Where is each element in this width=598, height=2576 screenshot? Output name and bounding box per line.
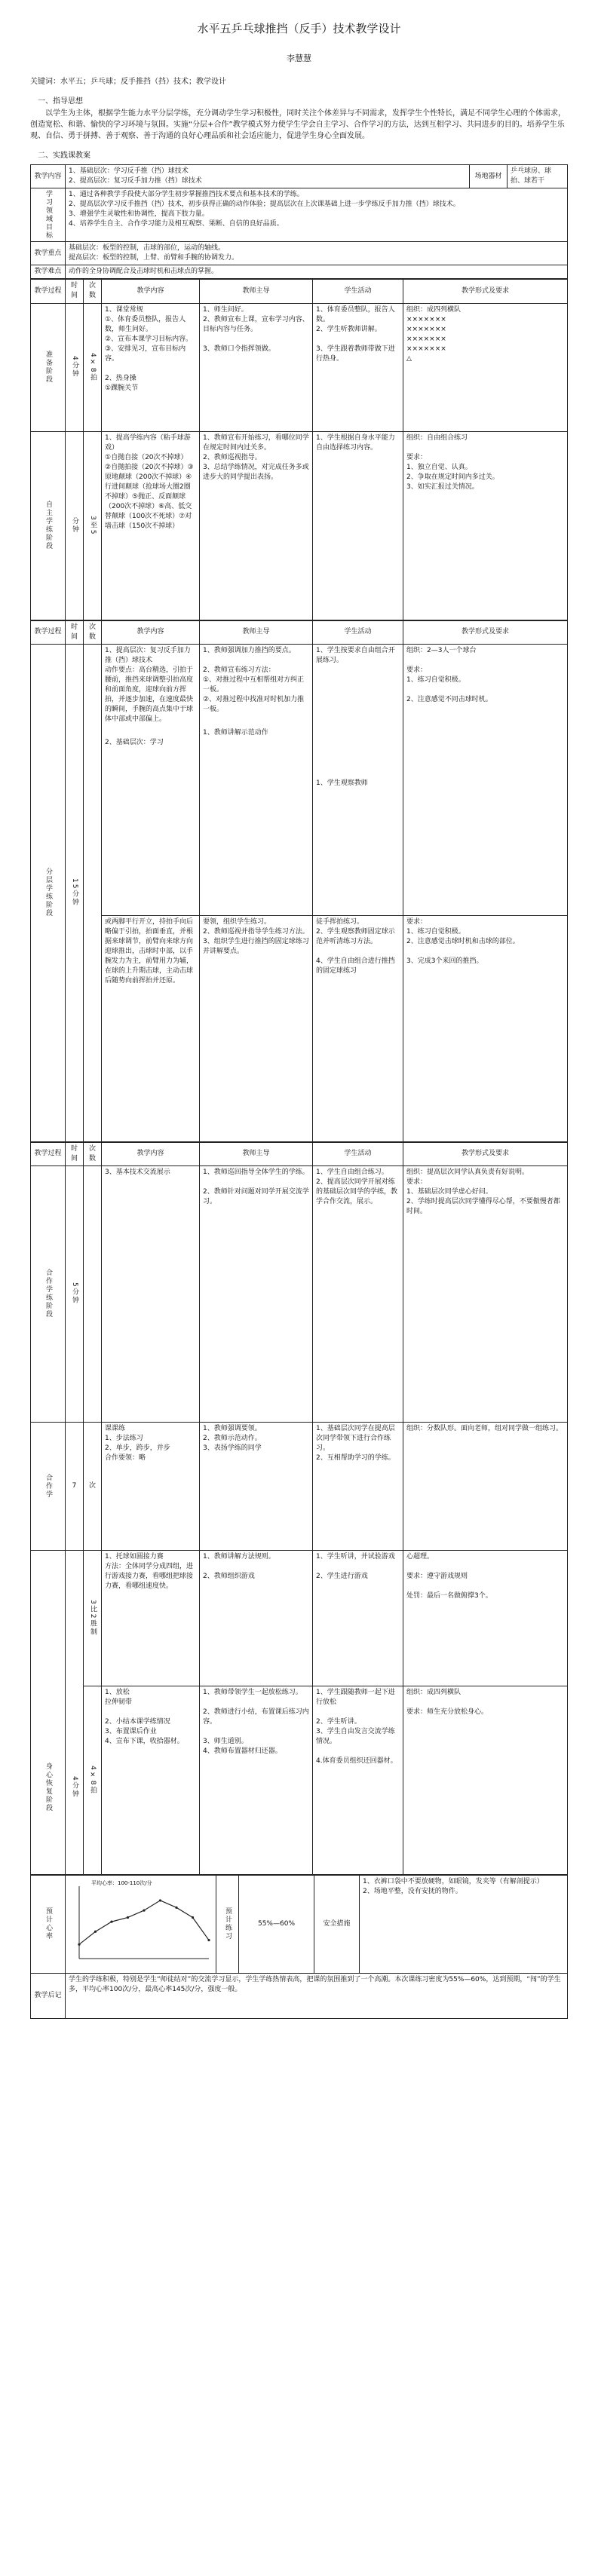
part4-times	[84, 1165, 102, 1422]
part2-name: 自主学练阶段	[31, 431, 66, 620]
part3-time: 15分钟	[66, 644, 84, 1141]
info-table	[30, 164, 568, 279]
heart-rate-point	[207, 1939, 210, 1941]
part1-student: 1、体育委员整队，报告人数。 2、学生听教师讲解。 3、学生跟着教师带做下进行热身。	[313, 303, 403, 431]
keywords: 关键词：水平五；乒乓球；反手推挡（挡）技术；教学设计	[30, 77, 226, 86]
part6-times-a: 3比2胜制	[84, 1550, 102, 1686]
part2-time: 分钟	[66, 431, 84, 620]
part1-times: 4×8拍	[84, 303, 102, 431]
chart-title: 平均心率：100-110次/分	[91, 1879, 152, 1886]
part4-time: 5分钟	[66, 1165, 84, 1422]
header-student-3: 学生活动	[313, 1142, 403, 1165]
part4-name: 合作学练阶段	[31, 1165, 66, 1422]
heart-rate-chart	[69, 1877, 212, 1968]
part3-content-b: 或两脚平行开立，持拍手向后略偏于引拍，拍面垂直，并根据来球调节，前臂向来球方向迎球推出，击球时中部，以手腕发力为主，前臂用力为辅，在球的上升期击球，主动击球后随势向前挥拍并还原。	[102, 915, 200, 1141]
hr-label: 预计心率	[31, 1875, 66, 1973]
header-time-3: 时间	[66, 1142, 84, 1165]
part6-student-a: 1、学生听讲，并试验游戏 2、学生进行游戏	[313, 1550, 403, 1686]
part5-student: 1、基础层次同学在提高层次同学带领下进行合作练习。 2、互相帮助学习的学练。	[313, 1422, 403, 1550]
process-table-3	[30, 1142, 568, 1875]
part6-teacher-a: 1、教师讲解方法规则。 2、教师组织游戏	[200, 1550, 313, 1686]
venue-text: 乒乓球房、球拍、球若干	[508, 165, 568, 188]
header-content: 教学内容	[102, 280, 200, 303]
header-content-3: 教学内容	[102, 1142, 200, 1165]
author: 李慧慧	[287, 53, 311, 63]
part5-teacher: 1、教师强调要领。 2、教师示范动作。 3、表扬学练的同学	[200, 1422, 313, 1550]
heart-rate-line	[79, 1901, 209, 1944]
process-table-2	[30, 620, 568, 1142]
part5-time: 7	[66, 1422, 84, 1550]
part1-teacher: 1、师生问好。 2、教师宣布上课，宣布学习内容、目标内容与任务。 3、教师口令指挥领做。	[200, 303, 313, 431]
part6-name: 身心恢复阶段	[31, 1550, 66, 1874]
part3-times	[84, 644, 102, 1141]
part6-student-b: 1、学生跟随教师一起下进行放松 2、学生听讲。 3、学生自由发言交流学练情况。 4.体育委员组织还回器材。	[313, 1686, 403, 1874]
heart-rate-point	[78, 1943, 80, 1945]
header-times: 次数	[84, 280, 102, 303]
header-times-3: 次数	[84, 1142, 102, 1165]
part2-teacher: 1、教师宣布开始练习，看哪位同学在规定时间内过关多。 2、教师巡视指导。 3、总结学练情况，对完成任务多或进步大的同学提出表扬。	[200, 431, 313, 620]
safety-text: 1、衣裤口袋中不要放硬物，如眼镜，发夹等（有解剖提示） 2、场地平整，没有安抚的物件。	[360, 1875, 568, 1973]
header-content-2: 教学内容	[102, 620, 200, 644]
hr-chart-cell	[66, 1875, 216, 1973]
part3-name: 分层学练阶段	[31, 644, 66, 1141]
part1-time: 4分钟	[66, 303, 84, 431]
header-form-2: 教学形式及要求	[403, 620, 568, 644]
part3-teacher-a: 1、教师强调加力推挡的要点。 2、教师宣布练习方法： ①、对推过程中互相帮组对方纠正一板。 ②、对推过程中找准对时机加力推一板。 1、教师讲解示范动作	[200, 644, 313, 915]
part3-content-a: 1、提高层次：复习反手加力推（挡）球技术 动作要点：高台精选，引拍于腰前，推挡来球调整引拍高度和前面角度，迎球向前方挥拍，并逐步加速，在速度最快的瞬间，手腕的高点集中于球体中部或中部偏上。 2、基础层次：学习	[102, 644, 200, 915]
heart-rate-point	[127, 1916, 129, 1919]
part6-time: 4分钟	[66, 1550, 84, 1874]
header-teacher: 教师主导	[200, 280, 313, 303]
header-time: 时间	[66, 280, 84, 303]
part4-teacher: 1、教师巡回指导全体学生的学练。 2、教师针对问题对同学开展交流学习。	[200, 1165, 313, 1422]
header-form-3: 教学形式及要求	[403, 1142, 568, 1165]
header-proc-2: 教学过程	[31, 620, 66, 644]
header-teacher-3: 教师主导	[200, 1142, 313, 1165]
goal-label: 学习领域目标	[31, 188, 66, 242]
part3-student-b: 徒手挥拍练习。 2、学生观察教师固定球示范并听清练习方法。 4、学生自由组合进行推挡的固定球练习	[313, 915, 403, 1141]
doc-title: 水平五乒乓球推挡（反手）技术教学设计	[197, 22, 401, 35]
header-proc: 教学过程	[31, 280, 66, 303]
part6-times-b: 4×8拍	[84, 1686, 102, 1874]
header-time-2: 时间	[66, 620, 84, 644]
header-form: 教学形式及要求	[403, 280, 568, 303]
part1-content: 1、课堂常规 ①、体育委员整队，报告人数，师生问好。 ②、宣布本课学习目标内容。 ③、安排见习，宣布目标内容。 2、热身操 ①踝腕关节	[102, 303, 200, 431]
part4-content: 3、基本技术交流展示	[102, 1165, 200, 1422]
part2-content: 1、提高学练内容（粘手球游戏） ①自抛自接（20次不掉球） ②自抛拍接（20次不掉球）③原地颠球（200次不掉球）④行进间颠球（抢球场大圈2圈不掉球）⑤抛正、反面颠球（200次不掉球）⑥高、低交替颠球（100次不死球）⑦对墙击球（150次不掉球）	[102, 431, 200, 620]
part6-teacher-b: 1、教师带领学生一起放松练习。 2、教师进行小结，布置课后练习内容。 3、师生道别。 4、教师布置器材归还器。	[200, 1686, 313, 1874]
postscript-label: 教学后记	[31, 1973, 66, 2018]
part2-times: 3至5	[84, 431, 102, 620]
safety-label: 安全措施	[314, 1875, 360, 1973]
part5-form: 组织：分数队形。面向老师，组对同学做一组练习。	[403, 1422, 568, 1550]
part2-form: 组织：自由组合练习 要求： 1、独立自觉、认真。 2、争取在规定时间内多过关。 3、如实汇报过关情况。	[403, 431, 568, 620]
postscript-text: 学生的学练积极，特别是学生“师徒结对”的交流学习显示，学生学练热情表高，把课的氛围推到了一个高潮。本次课练习密度为55%—60%，达到预期，“闯”的学生多，平均心率100次/分，最高心率145次/分，强度一般。	[66, 1973, 568, 2018]
part6-form-b: 组织：成四列横队 要求：师生充分放松身心。	[403, 1686, 568, 1874]
section-heading-1: 一、指导思想	[38, 97, 83, 106]
heart-rate-point	[175, 1906, 177, 1908]
header-times-2: 次数	[84, 620, 102, 644]
part5-times: 次	[84, 1422, 102, 1550]
part6-form-a: 心超理。 要求：遵守游戏规则 处罚：最后一名做俯撑3个。	[403, 1550, 568, 1686]
part6-content-a: 1、托球如圆接力赛 方法：全体同学分成四组，进行游戏接力赛，看哪组把球接力赛，看哪组速度快。	[102, 1550, 200, 1686]
header-student: 学生活动	[313, 280, 403, 303]
heart-rate-point	[110, 1920, 112, 1922]
process-table-1	[30, 279, 568, 620]
heart-rate-point	[94, 1930, 97, 1932]
part5-content: 课课练 1、步法练习 2、单步，跨步，并步 合作要领：略	[102, 1422, 200, 1550]
part3-form-b: 要求： 1、练习自觉积极。 2、注意感觉击球时机和击球的部位。 3、完成3个来回的推挡。	[403, 915, 568, 1141]
part5-name: 合作学	[31, 1422, 66, 1550]
difficulty-label: 教学难点	[31, 265, 66, 279]
header-teacher-2: 教师主导	[200, 620, 313, 644]
difficulty-text: 动作的全身协调配合及击球时机和击球点的掌握。	[66, 265, 568, 279]
goal-text: 1、通过各种教学手段使大部分学生初步掌握推挡技术要点和基本技术的学练。 2、提高层次学习反手推挡（挡）技术，初步获得正确的动作体验；提高层次在上次课基础上进一步学练反手加力推（挡）球技术。 3、增强学生灵敏性和协调性，提高下肢力量。 4、培养学生自主、合作学习能力及相互观察、果断、自信的良好品质。	[66, 188, 568, 242]
part1-form: 组织：成四列横队 ××××××× ××××××× ××××××× ××××××× △	[403, 303, 568, 431]
part6-content-b: 1、放松 拉伸韧带 2、小结本课学练情况 3、布置课后作业 4、宣布下课，收拾器材。	[102, 1686, 200, 1874]
heart-rate-point	[159, 1899, 161, 1901]
key-text: 基础层次：板型的控制，击球的部位，运动的轴线。 提高层次：板型的控制，上臂、前臂和手腕的协调发力。	[66, 242, 568, 265]
heart-rate-point	[143, 1909, 145, 1911]
venue-label: 场地器材	[470, 165, 508, 188]
part3-student-a: 1、学生按要求自由组合开展练习。 1、学生观察教师	[313, 644, 403, 915]
part2-student: 1、学生根据自身水平能力自由选择练习内容。	[313, 431, 403, 620]
part1-name: 准备阶段	[31, 303, 66, 431]
heart-rate-table	[30, 1875, 568, 2019]
part3-teacher-b: 要领，组织学生练习。 2、教师巡视并指导学生练习方法。 3、组织学生进行推挡的固定球练习并讲解要点。	[200, 915, 313, 1141]
section-heading-2: 二、实践课教案	[38, 151, 90, 160]
header-proc-3: 教学过程	[31, 1142, 66, 1165]
heart-rate-point	[192, 1916, 194, 1919]
header-student-2: 学生活动	[313, 620, 403, 644]
part4-student: 1、学生自由组合练习。 2、提高层次同学开展对练的基础层次同学的学练，教学合作交流，展示。	[313, 1165, 403, 1422]
hr-density: 55%—60%	[239, 1875, 314, 1973]
part4-form: 组织：提高层次同学认真负责有好说明。 要求： 1、基础层次同学虚心好问。 2、学练时提高层次同学懂得尽心帮，不要傲慢者都时间。	[403, 1165, 568, 1422]
key-label: 教学重点	[31, 242, 66, 265]
guiding-text: 以学生为主体，根据学生能力水平分层学练，充分调动学生学习积极性，同时关注个体差异与不同需求，发挥学生个性特长，满足不同学生心理的个体需求，创造宽松、和谐、愉快的学习环境与氛围。实施“分层+合作”教学模式努力使学生学会自主学习、合作学习的方法，达到互相学习、共同进步的目的。培养学生乐观、自信、勇于拼搏、善于观察、善于沟通的良好心理品质和社会适应能力，促进学生身心全面发展。	[30, 109, 566, 140]
hr-practice-label: 预计练习	[216, 1875, 239, 1973]
part3-form-a: 组织：2—3人一个球台 要求： 1、练习自觉积极。 2、注意感觉不同击球时机。	[403, 644, 568, 915]
content-text: 1、基础层次：学习反手推（挡）球技术 2、提高层次：复习反手加力推（挡）球技术	[66, 165, 470, 188]
content-label: 教学内容	[31, 165, 66, 188]
